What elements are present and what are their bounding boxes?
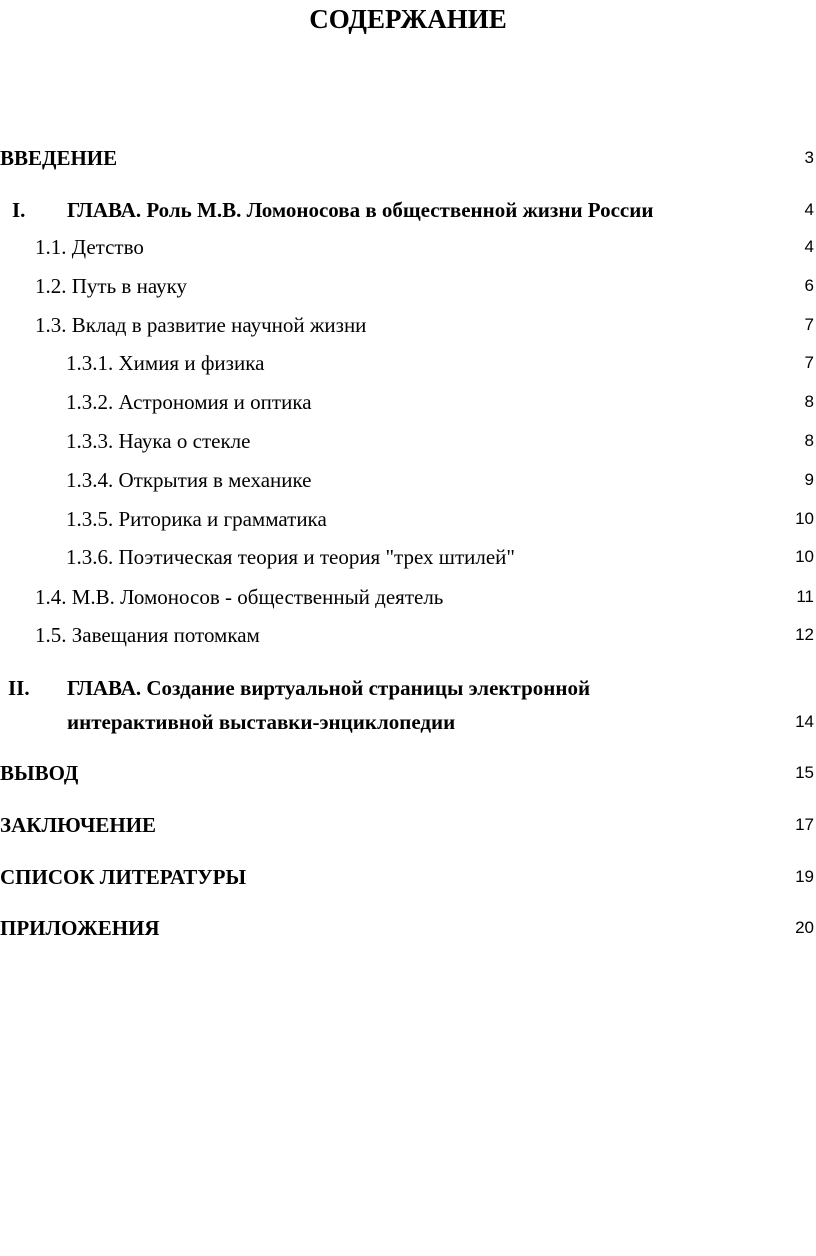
- toc-entry-1-3-3[interactable]: [0, 426, 816, 456]
- toc-entry-1-3-5[interactable]: [0, 504, 816, 534]
- toc-entry-page-number: 4: [804, 237, 814, 256]
- toc-entry-label: ЗАКЛЮЧЕНИЕ: [0, 813, 157, 837]
- toc-entry-introduction[interactable]: [0, 143, 816, 173]
- toc-entry-1-3-2[interactable]: [0, 387, 816, 417]
- toc-entry-appendices[interactable]: [0, 913, 816, 943]
- toc-entry-1-3-4[interactable]: [0, 465, 816, 495]
- toc-entry-label: ПРИЛОЖЕНИЯ: [0, 916, 160, 940]
- toc-entry-1-3[interactable]: [0, 310, 816, 340]
- toc-entry-label: 1.3.2. Астрономия и оптика: [66, 390, 312, 414]
- toc-entry-label: 1.5. Завещания потомкам: [35, 623, 260, 647]
- toc-entry-page-number: 19: [795, 867, 814, 886]
- toc-entry-chapter-1[interactable]: [0, 195, 816, 225]
- toc-entry-label: СПИСОК ЛИТЕРАТУРЫ: [0, 865, 247, 889]
- toc-entry-1-4[interactable]: [0, 582, 816, 612]
- toc-entry-label: ВВЕДЕНИЕ: [0, 146, 118, 170]
- toc-entry-1-3-6[interactable]: [0, 542, 816, 572]
- toc-entry-label-line-1: ГЛАВА. Создание виртуальной страницы электронной: [67, 676, 591, 700]
- toc-entry-page-number: 10: [795, 547, 814, 566]
- toc-entry-label: 1.3.6. Поэтическая теория и теория "трех штилей": [66, 545, 515, 569]
- toc-entry-label-line-2: интерактивной выставки-энциклопедии: [67, 710, 456, 734]
- toc-entry-page-number: 4: [804, 200, 814, 219]
- toc-entry-page-number: 10: [795, 509, 814, 528]
- toc-entry-label: ВЫВОД: [0, 761, 79, 785]
- toc-entry-label: 1.4. М.В. Ломоносов - общественный деятель: [35, 585, 444, 609]
- toc-entry-conclusion[interactable]: [0, 810, 816, 840]
- toc-entry-1-2[interactable]: [0, 271, 816, 301]
- toc-entry-page-number: 9: [804, 470, 814, 489]
- toc-entry-page-number: 7: [804, 353, 814, 372]
- toc-entry-label: 1.3.1. Химия и физика: [66, 351, 265, 375]
- toc-entry-page-number: 17: [795, 815, 814, 834]
- toc-entry-page-number: 8: [804, 392, 814, 411]
- toc-entry-chapter-2[interactable]: [0, 673, 816, 745]
- toc-entry-1-3-1[interactable]: [0, 348, 816, 378]
- toc-entry-page-number: 3: [804, 148, 814, 167]
- toc-entry-1-5[interactable]: [0, 620, 816, 650]
- toc-entry-label: 1.3. Вклад в развитие научной жизни: [35, 313, 367, 337]
- toc-entry-page-number: 20: [795, 918, 814, 937]
- toc-entry-label: 1.3.5. Риторика и грамматика: [66, 507, 327, 531]
- page-title: СОДЕРЖАНИЕ: [309, 4, 507, 34]
- toc-entry-page-number: 14: [795, 712, 814, 731]
- toc-entry-label: 1.1. Детство: [35, 235, 144, 259]
- toc-entry-page-number: 15: [795, 763, 814, 782]
- toc-entry-label: 1.2. Путь в науку: [35, 274, 187, 298]
- toc-entry-references[interactable]: [0, 862, 816, 892]
- toc-entry-1-1[interactable]: [0, 232, 816, 262]
- toc-entry-page-number: 6: [804, 276, 814, 295]
- toc-chapter-number: I.: [12, 198, 26, 222]
- toc-entry-page-number: 7: [804, 315, 814, 334]
- toc-entry-page-number: 8: [804, 431, 814, 450]
- toc-entry-label: 1.3.3. Наука о стекле: [66, 429, 251, 453]
- toc-entry-output[interactable]: [0, 758, 816, 788]
- toc-chapter-number: II.: [8, 676, 30, 700]
- toc-entry-page-number: 12: [795, 625, 814, 644]
- toc-entry-page-number: 11: [796, 587, 814, 606]
- toc-entry-label: ГЛАВА. Роль М.В. Ломоносова в общественной жизни России: [67, 198, 654, 222]
- toc-entry-label: 1.3.4. Открытия в механике: [66, 468, 312, 492]
